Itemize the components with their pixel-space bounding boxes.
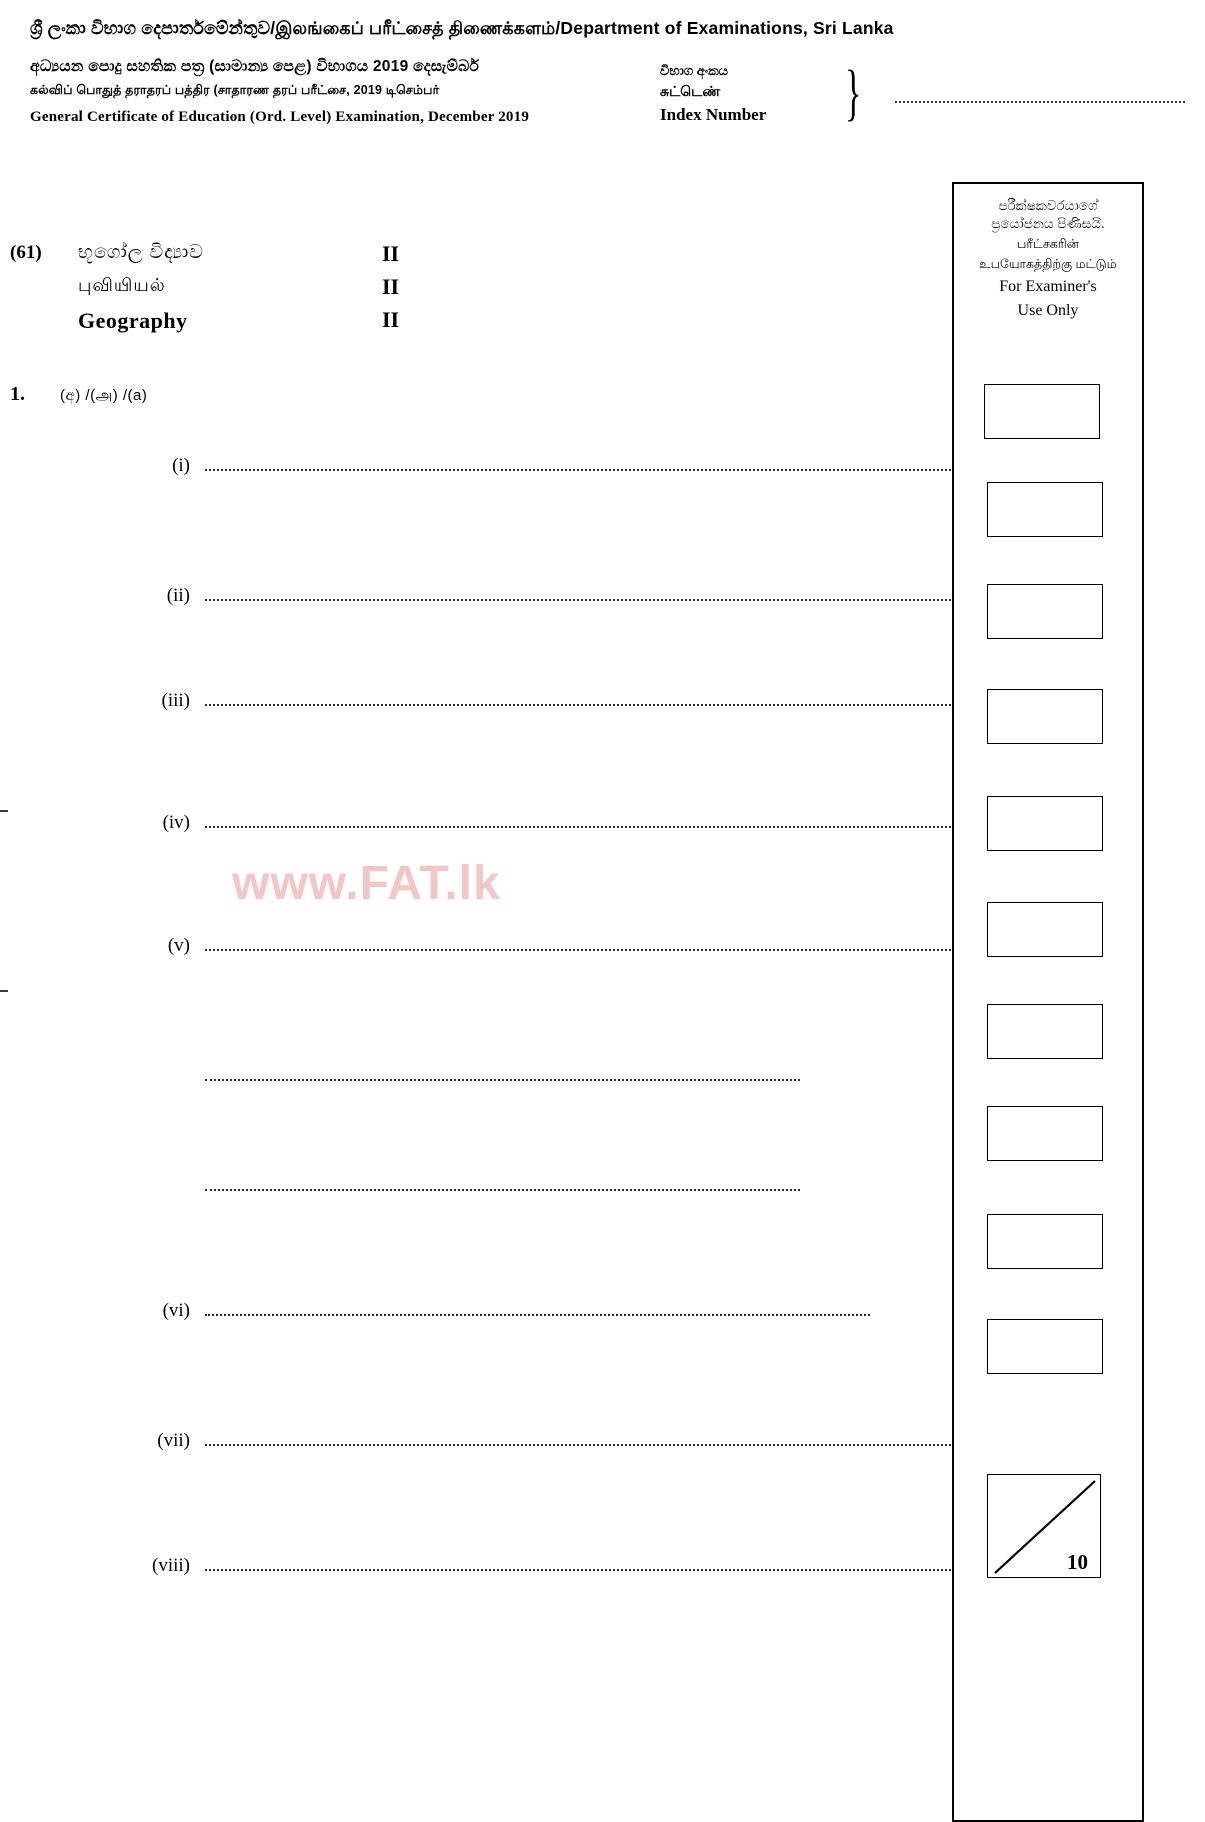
subject-row-english [10, 308, 510, 341]
answer-line-label: (vi) [162, 1300, 190, 1321]
answer-line-label: (v) [167, 935, 190, 956]
answer-line[interactable] [100, 690, 960, 712]
answer-line-label: (ii) [166, 585, 190, 606]
index-label-english: Index Number [660, 105, 767, 124]
answer-line[interactable] [100, 812, 960, 834]
mark-box[interactable] [987, 1319, 1103, 1374]
answer-line[interactable] [100, 585, 960, 607]
mark-box[interactable] [987, 689, 1103, 744]
examiner-heading-english-1: For Examiner's [999, 278, 1097, 296]
answer-line-dots[interactable] [205, 704, 955, 706]
answer-line-dots[interactable] [205, 1569, 955, 1571]
answer-line-dots[interactable] [205, 1079, 800, 1081]
answer-line-label: (vii) [157, 1430, 190, 1451]
answer-line[interactable] [100, 1175, 960, 1197]
department-header: ශ්‍රී ලංකා විභාග දෙපාර්තමේන්තුව/இலங்கைப் பரீட்சைத் திணைக்களம்/Department of Examinations, Sri Lanka [30, 18, 894, 38]
paper-number-sinhala: II [382, 241, 400, 266]
subject-number: (61) [10, 242, 42, 263]
answer-line-dots[interactable] [205, 469, 955, 471]
exam-title-sinhala: අධ්‍යයන පොදු සහතික පත්‍ර (සාමාන්‍ය පෙළ) විභාගය 2019 දෙසැම්බර් [30, 58, 480, 75]
answer-line[interactable] [100, 1430, 960, 1452]
subject-name-tamil: புவியியல் [78, 275, 166, 295]
subject-row-sinhala [10, 242, 510, 275]
answer-line-dots[interactable] [205, 599, 955, 601]
total-marks-box[interactable] [987, 1474, 1101, 1578]
examiner-heading-english-2: Use Only [1017, 302, 1079, 320]
answer-line-dots[interactable] [205, 1314, 870, 1316]
answer-line-dots[interactable] [205, 1444, 955, 1446]
index-label-sinhala: විභාග අංකය [660, 63, 728, 78]
mark-box[interactable] [987, 902, 1103, 957]
paper-number-tamil: II [382, 274, 400, 299]
index-number-input[interactable] [895, 100, 1185, 103]
answer-line-dots[interactable] [205, 949, 955, 951]
answer-line-label: (i) [172, 455, 190, 476]
question-part-label: (අ) /(அ) /(a) [60, 387, 148, 404]
answer-line[interactable] [100, 1555, 960, 1577]
examiner-use-column [952, 182, 1144, 1822]
exam-title-tamil: கல்விப் பொதுத் தராதரப் பத்திர (சாதாரண தரப் பரீட்சை, 2019 டிசெம்பர் [30, 83, 440, 97]
answer-line-dots[interactable] [205, 826, 955, 828]
page-edge-mark [0, 990, 8, 992]
examiner-column-heading [954, 184, 1142, 321]
mark-box[interactable] [987, 584, 1103, 639]
mark-box[interactable] [987, 1214, 1103, 1269]
index-number-labels [660, 59, 862, 127]
answer-line-label: (iii) [161, 690, 190, 711]
examiner-heading-sinhala-2: ප්‍රයෝජනය පිණිසයි. [991, 216, 1105, 232]
exam-title-block [30, 58, 650, 126]
answer-line[interactable] [100, 935, 960, 957]
mark-box[interactable] [984, 384, 1100, 439]
index-label-tamil: சுட்டெண் [660, 83, 721, 99]
brace-icon: } [845, 59, 862, 127]
page-edge-mark [0, 810, 8, 812]
subject-name-sinhala: භූගෝල විද්‍යාව [78, 242, 204, 263]
paper-number-english: II [382, 307, 400, 332]
examiner-heading-tamil-1: பரீட்சகரின் [1017, 237, 1079, 252]
total-marks-value: 10 [1067, 1550, 1088, 1574]
mark-box[interactable] [987, 1004, 1103, 1059]
subject-block [10, 242, 510, 341]
index-number-block [660, 60, 1180, 125]
answer-line-dots[interactable] [205, 1189, 800, 1191]
mark-box[interactable] [987, 796, 1103, 851]
answer-line[interactable] [100, 1065, 960, 1087]
answer-line[interactable] [100, 455, 960, 477]
answer-line-label: (viii) [152, 1555, 190, 1576]
examiner-heading-tamil-2: உபயோகத்திற்கு மட்டும் [979, 257, 1117, 272]
question-number: 1. [10, 383, 25, 405]
examiner-heading-sinhala-1: පරීක්ෂකවරයාගේ [998, 198, 1098, 213]
answer-line[interactable] [100, 1300, 960, 1322]
answer-line-label: (iv) [162, 812, 190, 833]
subject-name-english: Geography [78, 308, 188, 333]
subject-row-tamil [10, 275, 510, 308]
exam-title-english: General Certificate of Education (Ord. Level) Examination, December 2019 [30, 109, 530, 125]
mark-box[interactable] [987, 1106, 1103, 1161]
watermark: www.FAT.lk [232, 857, 501, 910]
mark-box[interactable] [987, 482, 1103, 537]
